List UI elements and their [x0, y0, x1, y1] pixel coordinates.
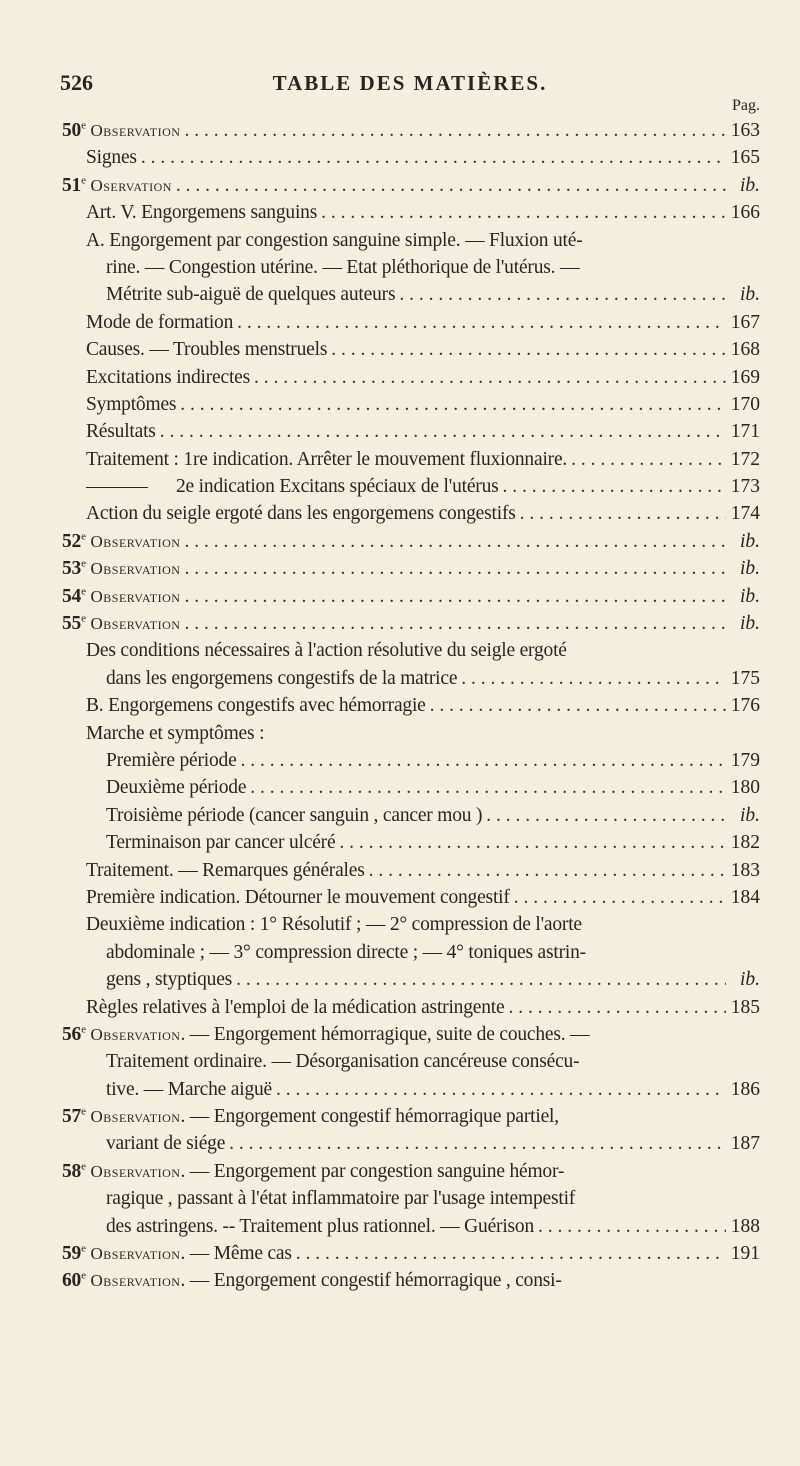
toc-line — [62, 1213, 760, 1240]
entry-title: Deuxième période — [106, 777, 247, 799]
entry-title: rine. — Congestion utérine. — Etat pléthorique de l'utérus. — — [106, 256, 580, 278]
toc-entry-text — [106, 829, 335, 856]
toc-entry-text — [86, 336, 327, 363]
toc-line — [62, 418, 760, 445]
entry-title: Troisième période (cancer sanguin , cancer mou ) — [106, 804, 483, 826]
entry-title: . — Engorgement par congestion sanguine hémor- — [180, 1160, 565, 1182]
toc-line — [62, 1076, 760, 1103]
running-title: TABLE DES MATIÈRES. — [272, 71, 548, 95]
entry-title: Terminaison par cancer ulcéré — [106, 832, 336, 854]
entry-title: Action du seigle ergoté dans les engorgemens congestifs — [86, 503, 516, 525]
page-column-label: Pag. — [732, 97, 760, 114]
toc-line — [62, 911, 760, 938]
dot-leader — [184, 555, 726, 582]
toc-line — [62, 1158, 760, 1185]
toc-entry-text — [106, 665, 457, 692]
dot-leader — [508, 994, 726, 1021]
toc-line — [62, 309, 760, 336]
toc-line — [62, 336, 760, 363]
entry-title: Signes — [86, 147, 137, 169]
toc-entry-text — [86, 418, 156, 445]
entry-title: B. Engorgemens congestifs avec hémorragie — [86, 695, 426, 717]
toc-line — [62, 610, 760, 637]
toc-entry-text — [86, 692, 426, 719]
toc-entry-text — [106, 254, 579, 281]
observation-label: Observation — [90, 531, 181, 551]
toc-entry-text — [62, 583, 180, 610]
observation-number: 54 — [62, 585, 82, 607]
toc-line — [62, 473, 760, 500]
page-reference: 172 — [730, 448, 760, 470]
toc-line — [62, 281, 760, 308]
observation-number: 60 — [62, 1270, 82, 1292]
entry-title: Art. V. Engorgemens sanguins — [86, 202, 318, 224]
entry-title: Règles relatives à l'emploi de la médication astringente — [86, 996, 505, 1018]
observation-label: Observation — [90, 1244, 181, 1264]
dot-leader — [430, 692, 726, 719]
toc-line — [62, 939, 760, 966]
entry-title: Première indication. Détourner le mouvement congestif — [86, 886, 510, 908]
page-reference: 182 — [730, 832, 760, 854]
dot-leader — [369, 857, 726, 884]
observation-number: 55 — [62, 613, 82, 635]
toc-entry-text — [86, 473, 499, 500]
toc-line — [62, 583, 760, 610]
ordinal-suffix: e — [81, 1105, 86, 1118]
ordinal-suffix: e — [81, 612, 86, 625]
dot-leader — [250, 774, 726, 801]
toc-line — [62, 802, 760, 829]
page-reference: 167 — [730, 311, 760, 333]
page-reference: 168 — [730, 339, 760, 361]
dot-leader — [236, 966, 726, 993]
toc-entry-text — [86, 720, 264, 747]
toc-line — [62, 720, 760, 747]
entry-title: A. Engorgement par congestion sanguine simple. — Fluxion uté- — [86, 229, 583, 251]
entry-title: variant de siége — [106, 1133, 226, 1155]
entry-title: abdominale ; — 3° compression directe ; — 4° toniques astrin- — [106, 941, 586, 963]
observation-label: Observation — [90, 1161, 181, 1181]
page-reference: 171 — [730, 421, 760, 443]
toc-line — [62, 500, 760, 527]
observation-number: 53 — [62, 558, 82, 580]
observation-label: Observation — [90, 586, 181, 606]
entry-title: . — Engorgement hémorragique, suite de couches. — — [180, 1023, 590, 1045]
toc-line — [62, 994, 760, 1021]
page-reference: 185 — [730, 996, 760, 1018]
dot-leader — [184, 610, 726, 637]
dot-leader — [461, 665, 726, 692]
page-reference: ib. — [739, 558, 760, 580]
toc-line — [62, 391, 760, 418]
observation-number: 57 — [62, 1106, 82, 1128]
page-reference: 191 — [730, 1243, 760, 1265]
toc-entry-text — [86, 500, 516, 527]
toc-line — [62, 364, 760, 391]
toc-entry-text — [86, 144, 137, 171]
entry-title: Excitations indirectes — [86, 366, 251, 388]
toc-entry-text — [86, 884, 510, 911]
dot-leader — [276, 1076, 726, 1103]
observation-label: Observation — [90, 559, 181, 579]
toc-entry-text — [62, 528, 180, 555]
observation-label: Oservation — [90, 175, 172, 195]
dot-leader — [160, 418, 726, 445]
dot-leader — [486, 802, 726, 829]
page-reference: 169 — [730, 366, 760, 388]
ordinal-suffix: e — [81, 174, 86, 187]
toc-entry-text — [62, 610, 180, 637]
observation-number: 56 — [62, 1023, 82, 1045]
dot-leader — [141, 144, 726, 171]
toc-entry-text — [86, 446, 567, 473]
toc-entry-text — [86, 364, 250, 391]
toc-entry-text — [106, 774, 246, 801]
toc-entry-text — [86, 309, 233, 336]
page-reference: 165 — [730, 147, 760, 169]
entry-title: . — Engorgement congestif hémorragique partiel, — [180, 1106, 559, 1128]
toc-entry-text — [106, 1130, 225, 1157]
toc-line — [62, 1048, 760, 1075]
observation-number: 51 — [62, 174, 82, 196]
toc-line — [62, 1130, 760, 1157]
entry-title: Traitement ordinaire. — Désorganisation cancéreuse consécu- — [106, 1051, 580, 1073]
dot-leader — [176, 172, 726, 199]
toc-entry-text — [62, 172, 172, 199]
dot-leader — [184, 528, 726, 555]
toc-entry-text — [62, 117, 180, 144]
toc-entry-text — [106, 1213, 534, 1240]
ordinal-suffix: e — [81, 1023, 86, 1036]
ordinal-suffix: e — [81, 585, 86, 598]
dot-leader — [503, 473, 726, 500]
toc-line — [62, 857, 760, 884]
page-reference: ib. — [739, 969, 760, 991]
dot-leader — [241, 747, 726, 774]
dot-leader — [520, 500, 726, 527]
table-of-contents — [62, 117, 760, 1295]
entry-title: Des conditions nécessaires à l'action résolutive du seigle ergoté — [86, 640, 567, 662]
ditto-dash — [86, 487, 148, 488]
page-reference: 170 — [730, 393, 760, 415]
entry-title: 2e indication Excitans spéciaux de l'utérus — [176, 476, 499, 498]
toc-line — [62, 1240, 760, 1267]
toc-line — [62, 227, 760, 254]
page-reference: 187 — [730, 1133, 760, 1155]
toc-line — [62, 446, 760, 473]
ordinal-suffix: e — [81, 119, 86, 132]
toc-line — [62, 829, 760, 856]
toc-entry-text — [106, 1185, 575, 1212]
entry-title: tive. — Marche aiguë — [106, 1078, 273, 1100]
entry-title: Deuxième indication : 1° Résolutif ; — 2° compression de l'aorte — [86, 914, 582, 936]
page-reference: 166 — [730, 202, 760, 224]
entry-title: Marche et symptômes : — [86, 722, 265, 744]
entry-title: ragique , passant à l'état inflammatoire par l'usage intempestif — [106, 1188, 576, 1210]
toc-entry-text — [62, 1158, 564, 1185]
toc-line — [62, 117, 760, 144]
page-reference: ib. — [739, 585, 760, 607]
page-reference: 176 — [730, 695, 760, 717]
toc-entry-text — [86, 227, 583, 254]
page-reference: ib. — [739, 284, 760, 306]
observation-number: 59 — [62, 1243, 82, 1265]
page-reference: ib. — [739, 530, 760, 552]
toc-entry-text — [62, 555, 180, 582]
toc-entry-text — [106, 939, 586, 966]
page-reference: 175 — [730, 667, 760, 689]
toc-line — [62, 555, 760, 582]
ordinal-suffix: e — [81, 557, 86, 570]
toc-line — [62, 747, 760, 774]
page-reference: 183 — [730, 859, 760, 881]
observation-label: Observation — [90, 1024, 181, 1044]
toc-entry-text — [62, 1103, 559, 1130]
toc-line — [62, 637, 760, 664]
observation-number: 58 — [62, 1160, 82, 1182]
observation-number: 50 — [62, 120, 82, 141]
observation-label: Observation — [90, 121, 181, 140]
toc-entry-text — [86, 637, 567, 664]
toc-entry-text — [86, 994, 504, 1021]
page-reference: 184 — [730, 886, 760, 908]
entry-title: gens , styptiques — [106, 969, 233, 991]
page-reference: 174 — [730, 503, 760, 525]
ordinal-suffix: e — [81, 1269, 86, 1282]
toc-line — [62, 1185, 760, 1212]
dot-leader — [184, 583, 726, 610]
entry-title: Mode de formation — [86, 311, 234, 333]
toc-entry-text — [106, 966, 232, 993]
toc-entry-text — [62, 1267, 562, 1294]
dot-leader — [538, 1213, 726, 1240]
dot-leader — [254, 364, 726, 391]
toc-entry-text — [86, 911, 582, 938]
page-reference: 188 — [730, 1215, 760, 1237]
ordinal-suffix: e — [81, 1160, 86, 1173]
dot-leader — [184, 117, 726, 144]
entry-title: Métrite sub-aiguë de quelques auteurs — [106, 284, 396, 306]
toc-entry-text — [62, 1240, 292, 1267]
dot-leader — [180, 391, 726, 418]
toc-line — [62, 254, 760, 281]
toc-line — [62, 966, 760, 993]
page-reference: ib. — [739, 613, 760, 635]
entry-title: Résultats — [86, 421, 156, 443]
toc-line — [62, 1103, 760, 1130]
page-header — [60, 70, 760, 96]
entry-title: Symptômes — [86, 393, 177, 415]
dot-leader — [339, 829, 726, 856]
ordinal-suffix: e — [81, 530, 86, 543]
entry-title: Première période — [106, 749, 237, 771]
toc-entry-text — [106, 1048, 579, 1075]
toc-line — [62, 1021, 760, 1048]
dot-leader — [229, 1130, 726, 1157]
dot-leader — [237, 309, 726, 336]
toc-line — [62, 199, 760, 226]
page-reference: 186 — [730, 1078, 760, 1100]
observation-number: 52 — [62, 530, 82, 552]
entry-title: des astringens. -- Traitement plus rationnel. — Guérison — [106, 1215, 535, 1237]
page-number: 526 — [60, 70, 93, 95]
dot-leader — [321, 199, 726, 226]
dot-leader — [514, 884, 726, 911]
page-reference: 173 — [730, 476, 760, 498]
dot-leader — [571, 446, 726, 473]
observation-label: Observation — [90, 1271, 181, 1291]
toc-entry-text — [62, 1021, 589, 1048]
entry-title: . — Engorgement congestif hémorragique , consi- — [180, 1270, 562, 1292]
toc-line — [62, 144, 760, 171]
dot-leader — [399, 281, 726, 308]
observation-label: Observation — [90, 614, 181, 634]
toc-line — [62, 884, 760, 911]
dot-leader — [331, 336, 726, 363]
toc-line — [62, 692, 760, 719]
toc-line — [62, 774, 760, 801]
page-reference: 180 — [730, 777, 760, 799]
page-reference: 163 — [730, 120, 760, 141]
toc-line — [62, 172, 760, 199]
entry-title: Traitement. — Remarques générales — [86, 859, 365, 881]
page-reference: ib. — [739, 804, 760, 826]
observation-label: Observation — [90, 1107, 181, 1127]
entry-title: Causes. — Troubles menstruels — [86, 339, 328, 361]
toc-line — [62, 528, 760, 555]
ordinal-suffix: e — [81, 1242, 86, 1255]
dot-leader — [296, 1240, 726, 1267]
toc-entry-text — [106, 281, 395, 308]
entry-title: dans les engorgemens congestifs de la matrice — [106, 667, 458, 689]
toc-line — [62, 665, 760, 692]
toc-entry-text — [86, 199, 317, 226]
toc-line — [62, 1267, 760, 1294]
entry-title: Traitement : 1re indication. Arrêter le mouvement fluxionnaire. — [86, 448, 568, 470]
toc-entry-text — [106, 747, 237, 774]
page-reference: ib. — [739, 174, 760, 196]
entry-title: . — Même cas — [180, 1243, 292, 1265]
toc-entry-text — [86, 857, 365, 884]
page-reference: 179 — [730, 749, 760, 771]
toc-entry-text — [106, 1076, 272, 1103]
toc-entry-text — [86, 391, 176, 418]
toc-entry-text — [106, 802, 482, 829]
